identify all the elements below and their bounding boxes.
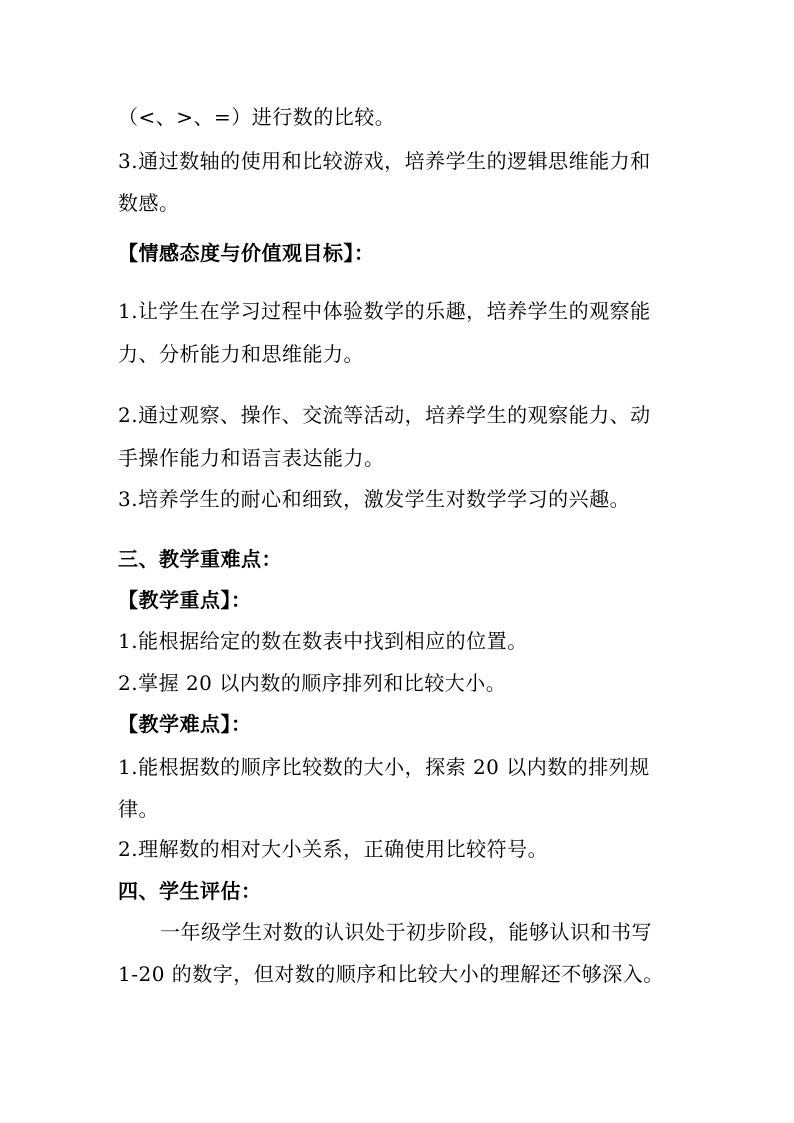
heading-section-3: 三、教学重难点： [118,547,282,571]
text-line-emotion-2: 2.通过观察、操作、交流等活动，培养学生的观察能力、动 [118,403,651,427]
text-line-emotion-3: 3.培养学生的耐心和细致，激发学生对数学学习的兴趣。 [118,487,631,511]
text-line-emotion-2-cont: 手操作能力和语言表达能力。 [118,446,385,470]
text-line-difficult-1: 1.能根据数的顺序比较数的大小，探索 20 以内数的排列规 [118,755,650,779]
text-line-assessment: 一年级学生对数的认识处于初步阶段，能够认识和书写 [160,920,652,944]
text-line-key-2: 2.掌握 20 以内数的顺序排列和比较大小。 [118,671,507,695]
text-line-difficult-2: 2.理解数的相对大小关系，正确使用比较符号。 [118,837,549,861]
heading-difficult-points: 【教学难点】： [118,712,252,736]
heading-section-4: 四、学生评估： [118,879,262,903]
text-line-emotion-1: 1.让学生在学习过程中体验数学的乐趣，培养学生的观察能 [118,299,651,323]
text-line-difficult-1-cont: 律。 [118,797,159,821]
text-line-comparison-symbols: （<、>、=）进行数的比较。 [118,105,396,129]
text-line-assessment-cont: 1-20 的数字，但对数的顺序和比较大小的理解还不够深入。 [118,962,664,986]
text-line-goal-3: 3.通过数轴的使用和比较游戏，培养学生的逻辑思维能力和 [118,149,651,173]
heading-emotion-goals: 【情感态度与价值观目标】： [118,241,375,265]
text-line-goal-3-cont: 数感。 [118,191,180,215]
text-line-emotion-1-cont: 力、分析能力和思维能力。 [118,342,364,366]
text-line-key-1: 1.能根据给定的数在数表中找到相应的位置。 [118,629,528,653]
heading-key-points: 【教学重点】： [118,588,252,612]
